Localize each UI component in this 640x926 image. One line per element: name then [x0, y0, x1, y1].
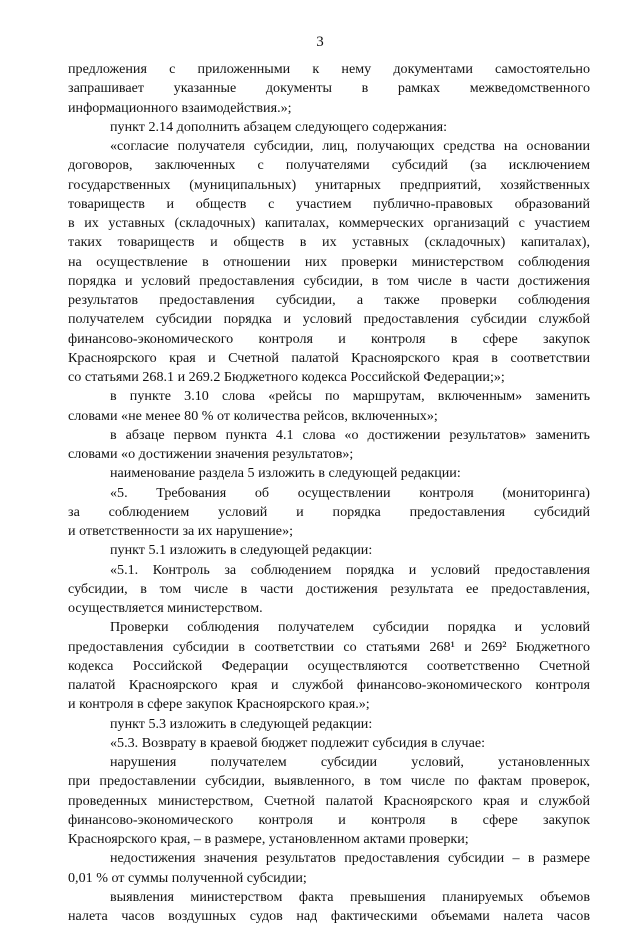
text-line: со статьями 268.1 и 269.2 Бюджетного кодекса Российской Федерации;»; [68, 369, 505, 385]
text-line: запрашивает указанные документы в рамках межведомственного [68, 80, 590, 97]
text-line: пункт 2.14 дополнить абзацем следующего содержания: [110, 118, 448, 135]
text-line: и ответственности за их нарушение»; [68, 523, 294, 539]
text-line: пункт 5.3 изложить в следующей редакции: [110, 715, 373, 732]
page-number: 3 [316, 34, 324, 50]
document-body [68, 60, 590, 926]
text-line: осуществляется министерством. [68, 600, 263, 616]
text-line: таких товариществ и обществ в их уставных (складочных) капиталах), [68, 234, 590, 251]
text-line: наименование раздела 5 изложить в следующей редакции: [110, 465, 461, 482]
text-line: в абзаце первом пункта 4.1 слова «о достижении результатов» заменить [110, 426, 590, 443]
text-line: пункт 5.1 изложить в следующей редакции: [110, 542, 373, 559]
text-line: и контроля в сфере закупок Красноярского края.»; [68, 696, 370, 713]
text-line: налета часов воздушных судов над фактическими объемами налета часов [68, 908, 590, 924]
text-line: 0,01 % от суммы полученной субсидии; [68, 869, 307, 886]
text-line: Проверки соблюдения получателем субсидии порядка и условий [110, 619, 590, 636]
text-line: выявления министерством факта превышения планируемых объемов [110, 888, 590, 905]
text-line: словами «о достижении значения результатов»; [68, 446, 354, 462]
text-line: порядка и условий предоставления субсидии, в том числе в части достижения [68, 272, 590, 289]
text-line: «согласие получателя субсидии, лиц, получающих средства на основании [110, 138, 590, 154]
text-line: результатов предоставления субсидии, а также проверки соблюдения [68, 292, 590, 308]
text-line: товариществ и обществ с участием публично-правовых образований [68, 195, 590, 212]
text-line: договоров, заключенных с получателями субсидий (за исключением [68, 157, 590, 174]
text-line: недостижения значения результатов предоставления субсидии – в размере [110, 850, 590, 867]
text-line: кодекса Российской Федерации осуществляются соответственно Счетной [68, 657, 590, 674]
text-line: в пункте 3.10 слова «рейсы по маршрутам, включенным» заменить [110, 388, 590, 405]
text-line: «5.3. Возврату в краевой бюджет подлежит субсидия в случае: [110, 734, 486, 751]
text-line: нарушения получателем субсидии условий, установленных [110, 754, 590, 770]
text-line: субсидии, в том числе в части достижения результата ее предоставления, [68, 580, 590, 597]
text-line: палатой Красноярского края и службой финансово-экономического контроля [68, 677, 590, 693]
text-line: предоставления субсидии в соответствии со статьями 268¹ и 269² Бюджетного [68, 638, 590, 655]
text-line: финансово-экономического контроля и контроля в сфере закупок [68, 330, 590, 347]
text-line: в их уставных (складочных) капиталах, коммерческих организаций с участием [68, 215, 590, 231]
text-line: финансово-экономического контроля и контроля в сфере закупок [68, 811, 590, 828]
text-line: Красноярского края и Счетной палатой Красноярского края в соответствии [68, 349, 590, 366]
text-line: словами «не менее 80 % от количества рейсов, включенных»; [68, 407, 438, 424]
text-line: получателем субсидии порядка и условий предоставления субсидии службой [68, 311, 590, 328]
text-line: «5.1. Контроль за соблюдением порядка и условий предоставления [110, 561, 590, 578]
text-line: государственных (муниципальных) унитарных предприятий, хозяйственных [68, 176, 590, 193]
text-line: Красноярского края, – в размере, установленном актами проверки; [68, 831, 469, 847]
text-line: за соблюдением условий и порядка предоставления субсидий [68, 503, 590, 520]
text-line: предложения с приложенными к нему документами самостоятельно [68, 61, 590, 77]
text-line: при предоставлении субсидии, выявленного, в том числе по фактам проверок, [68, 773, 590, 790]
text-line: «5. Требования об осуществлении контроля (мониторинга) [110, 484, 590, 501]
text-line: проведенных министерством, Счетной палатой Красноярского края и службой [68, 792, 590, 809]
text-line: информационного взаимодействия.»; [68, 99, 292, 116]
text-line: на осуществление в отношении них проверки министерством соблюдения [68, 253, 590, 270]
